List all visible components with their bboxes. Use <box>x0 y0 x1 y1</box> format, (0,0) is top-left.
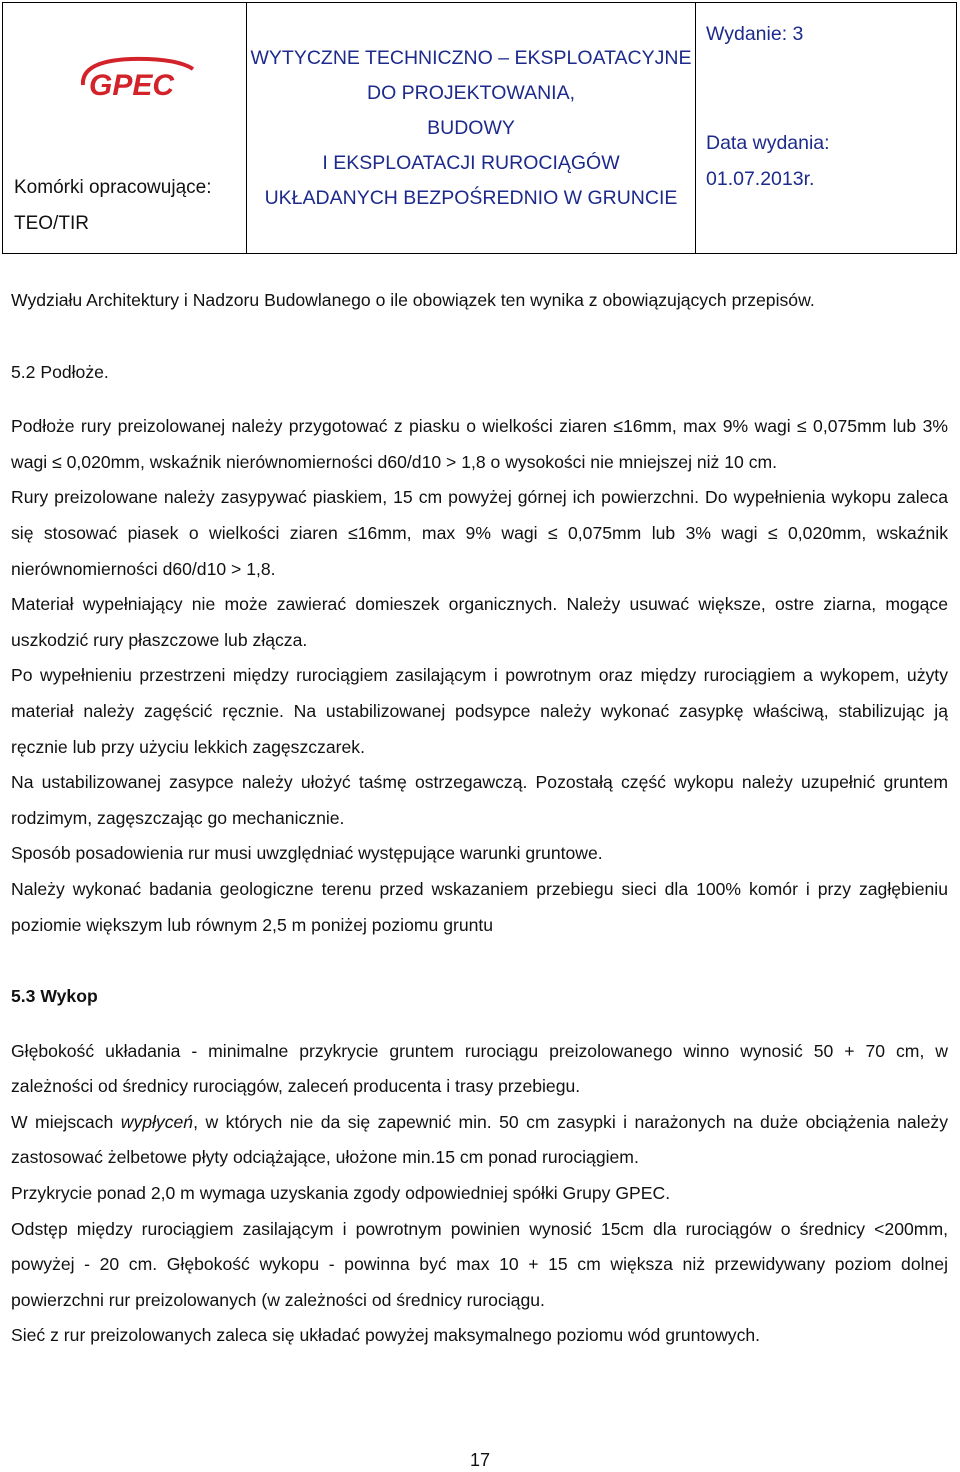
paragraph: Materiał wypełniający nie może zawierać domieszek organicznych. Należy usuwać większe, ostre ziarna, mogące uszkodzić rury płaszczowe lub złącza. <box>11 594 948 650</box>
text-run: W miejscach <box>11 1111 121 1132</box>
header-info-cell <box>696 3 957 254</box>
date-label: Data wydania: <box>706 132 830 154</box>
gpec-logo <box>71 55 201 103</box>
header-logo-cell <box>3 3 247 254</box>
italic-term: wypłyceń <box>120 1111 194 1132</box>
title-line: DO PROJEKTOWANIA, <box>366 82 576 104</box>
document-header <box>2 2 957 254</box>
title-line: I EKSPLOATACJI RUROCIĄGÓW <box>322 152 620 174</box>
paragraph <box>11 1105 948 1176</box>
paragraph: Należy wykonać badania geologiczne terenu przed wskazaniem przebiegu sieci dla 100% komór i przy zagłębieniu poziomie większym lub równym 2,5 m poniżej poziomu gruntu <box>11 878 948 935</box>
text-run: , w których nie da się zapewnić min. 50 cm zasypki i narażonych na duże obciążenia należy zastosować żelbetowe płyty odciążające, ułożone min.15 cm ponad rurociągiem. <box>11 1111 948 1168</box>
paragraph: Odstęp między rurociągiem zasilającym i powrotnym powinien wynosić 15cm dla rurociągów o średnicy <200mm, powyżej - 20 cm. Głębokość wykopu - powinna być max 10 + 15 cm większa niż przewidywany poziom dolnej powierzchni rur preizolowanych (w zależności od średnicy rurociągu. <box>11 1218 948 1310</box>
intro-paragraph: Wydziału Architektury i Nadzoru Budowlanego o ile obowiązek ten wynika z obowiązujących przepisów. <box>11 290 815 310</box>
paragraph: Przykrycie ponad 2,0 m wymaga uzyskania zgody odpowiedniej spółki Grupy GPEC. <box>11 1183 671 1204</box>
paragraph: Sposób posadowienia rur musi uwzględniać występujące warunki gruntowe. <box>11 843 603 864</box>
paragraph: Na ustabilizowanej zasypce należy ułożyć taśmę ostrzegawczą. Pozostałą część wykopu należy uzupełnić gruntem rodzimym, zagęszczając go mechanicznie. <box>11 772 948 828</box>
header-title-cell <box>247 3 696 254</box>
edition: Wydanie: 3 <box>706 23 804 45</box>
section-heading-5-2: 5.2 Podłoże. <box>11 361 109 382</box>
paragraph: Podłoże rury preizolowanej należy przygotować z piasku o wielkości ziaren ≤16mm, max 9% wagi ≤ 0,075mm lub 3% wagi ≤ 0,020mm, wskaźnik nierównomierności d60/d10 > 1,8 o wysokości nie mniejszej niż 10 cm. <box>11 416 948 472</box>
paragraph: Sieć z rur preizolowanych zaleca się układać powyżej maksymalnego poziomu wód gruntowych. <box>11 1325 761 1346</box>
date-value: 01.07.2013r. <box>706 168 815 190</box>
paragraph: Głębokość układania - minimalne przykrycie gruntem rurociągu preizolowanego winno wynosić 50 + 70 cm, w zależności od średnicy rurociągów, zaleceń producenta i trasy przebiegu. <box>11 1040 948 1097</box>
cells-label: Komórki opracowujące: <box>14 177 212 198</box>
page-number: 17 <box>469 1450 491 1470</box>
section-heading-5-3: 5.3 Wykop <box>11 986 98 1007</box>
title-line: UKŁADANYCH BEZPOŚREDNIO W GRUNCIE <box>264 187 678 209</box>
cells-value: TEO/TIR <box>14 213 89 234</box>
paragraph: Rury preizolowane należy zasypywać piaskiem, 15 cm powyżej górnej ich powierzchni. Do wypełnienia wykopu zaleca się stosować piasek o wielkości ziaren ≤16mm, max 9% wagi ≤ 0,075mm lub 3% wagi ≤ 0,020mm, wskaźnik nierównomierności d60/d10 > 1,8. <box>11 487 948 579</box>
document-title <box>247 41 695 216</box>
title-line: WYTYCZNE TECHNICZNO – EKSPLOATACYJNE <box>250 47 692 69</box>
paragraph: Po wypełnieniu przestrzeni między rurociągiem zasilającym i powrotnym oraz między rurociągiem a wykopem, użyty materiał należy zagęścić ręcznie. Na ustabilizowanej podsypce należy wykonać zasypkę właściwą, stabilizując ją ręcznie lub przy użyciu lekkich zagęszczarek. <box>11 665 948 757</box>
title-line: BUDOWY <box>427 117 515 139</box>
document-body <box>11 283 948 1354</box>
logo-text: GPEC <box>89 69 175 102</box>
